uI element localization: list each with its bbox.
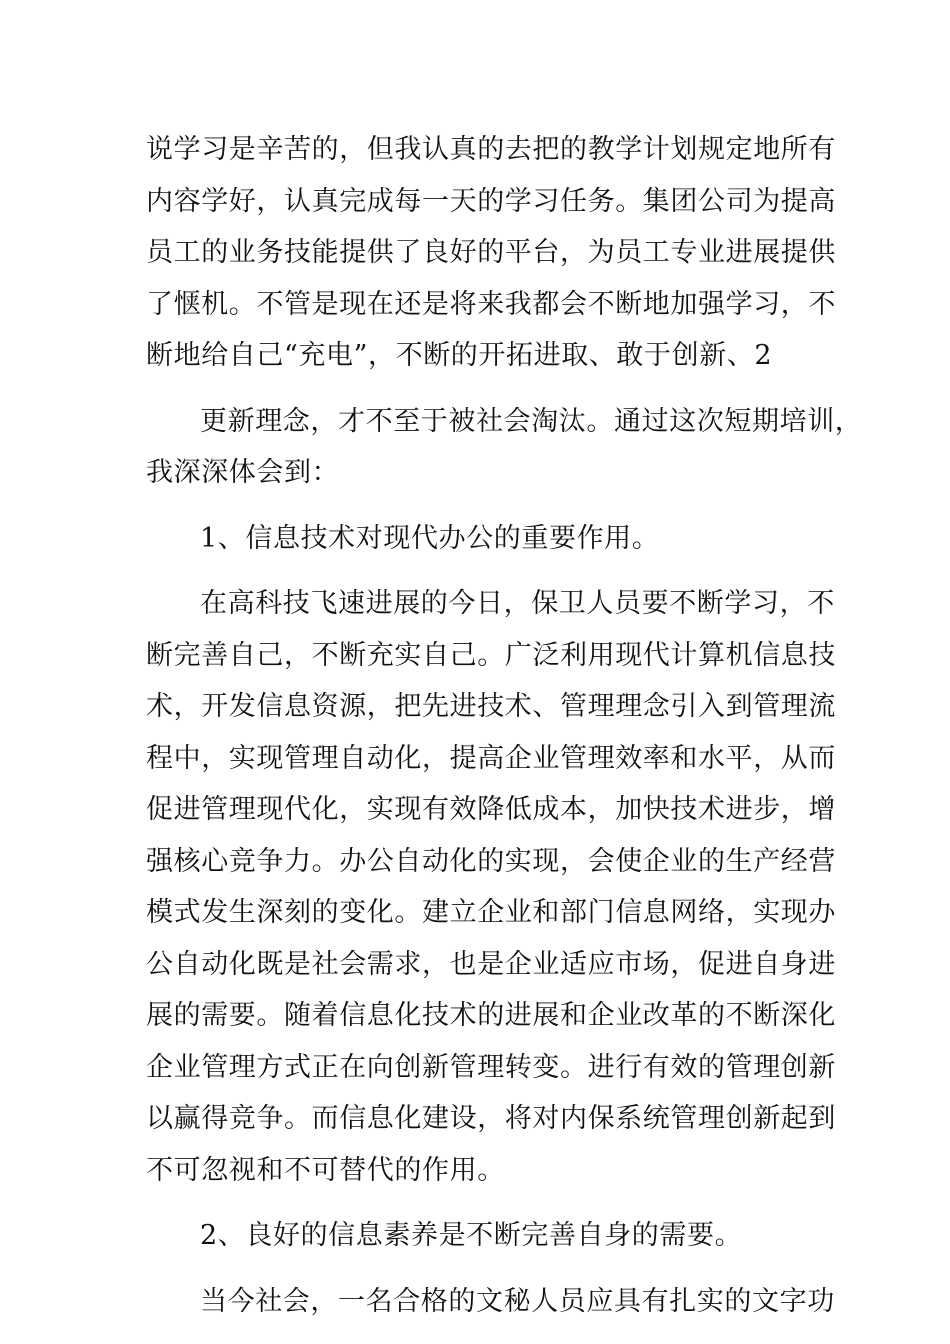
text-line: 断完善自己，不断充实自己。广泛利用现代计算机信息技 <box>146 639 836 671</box>
text-line: 员工的业务技能提供了良好的平台，为员工专业进展提供 <box>146 237 836 268</box>
text-line: 展的需要。随着信息化技术的进展和企业改革的不断深化 <box>146 1000 836 1031</box>
text-line: 促进管理现代化，实现有效降低成本，加快技术进步，增 <box>146 794 836 825</box>
text-line: 强核心竞争力。办公自动化的实现，会使企业的生产经营 <box>146 845 836 877</box>
text-line: 不可忽视和不可替代的作用。 <box>146 1154 505 1186</box>
text-line: 内容学好，认真完成每一天的学习任务。集团公司为提高 <box>146 185 836 217</box>
paragraph-start-line: 在高科技飞速进展的今日，保卫人员要不断学习，不 <box>200 588 835 619</box>
text-line: 模式发生深刻的变化。建立企业和部门信息网络，实现办 <box>146 897 836 928</box>
text-line: 程中，实现管理自动化，提高企业管理效率和水平，从而 <box>146 742 836 774</box>
section-heading-2: 2、良好的信息素养是不断完善自身的需要。 <box>200 1220 743 1251</box>
text-line: 企业管理方式正在向创新管理转变。进行有效的管理创新 <box>146 1051 836 1083</box>
text-line: 以赢得竞争。而信息化建设，将对内保系统管理创新起到 <box>146 1103 836 1134</box>
text-line: 断地给自己“充电”，不断的开拓进取、敢于创新、2 <box>146 340 773 371</box>
text-line: 公自动化既是社会需求，也是企业适应市场，促进自身进 <box>146 948 836 980</box>
text-line: 术，开发信息资源，把先进技术、管理理念引入到管理流 <box>146 691 836 722</box>
section-heading-1: 1、信息技术对现代办公的重要作用。 <box>200 522 660 554</box>
paragraph-start-line: 当今社会，一名合格的文秘人员应具有扎实的文字功 <box>200 1285 835 1317</box>
document-body <box>146 124 863 1327</box>
paragraph-start-line: 更新理念，才不至于被社会淘汰。通过这次短期培训， <box>200 405 863 437</box>
text-line: 了惬机。不管是现在还是将来我都会不断地加强学习，不 <box>146 288 836 320</box>
text-line: 我深深体会到： <box>146 457 340 488</box>
text-line: 说学习是辛苦的，但我认真的去把的教学计划规定地所有 <box>146 134 836 165</box>
